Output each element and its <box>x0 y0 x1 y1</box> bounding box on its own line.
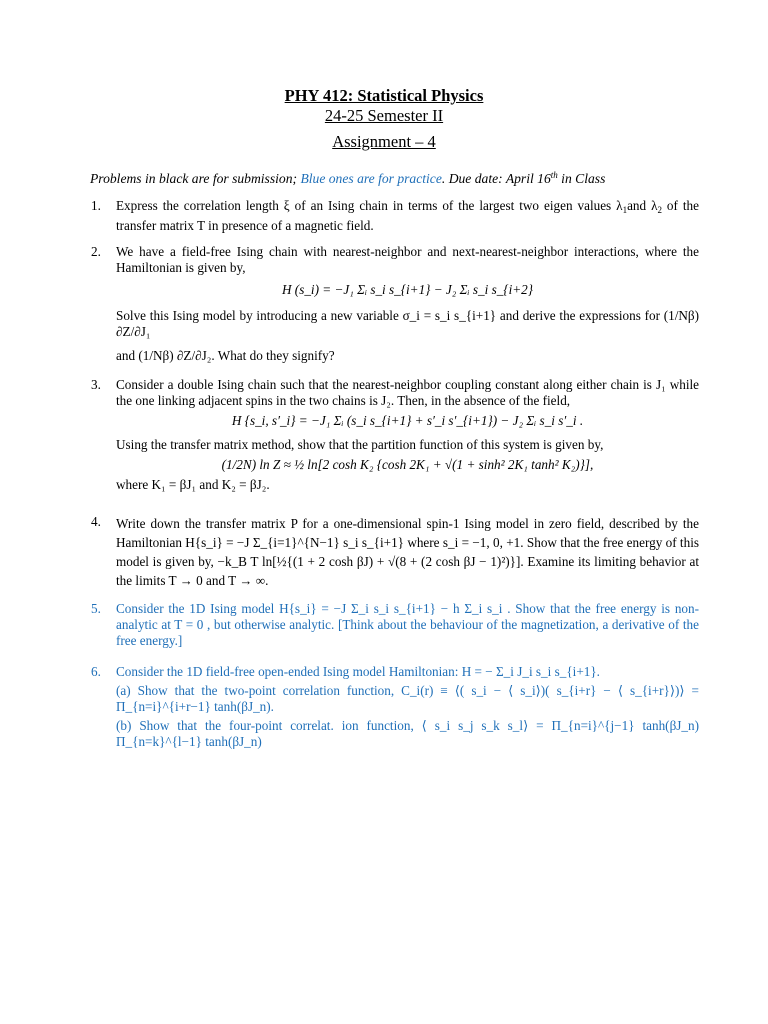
problem-text: We have a field-free Ising chain with nearest-neighbor and next-nearest-neighbor interactions, where the Hamiltonian is given by, <box>116 244 699 275</box>
problem-number: 3. <box>91 377 101 392</box>
problem-number: 2. <box>91 244 101 259</box>
course-title: PHY 412: Statistical Physics <box>284 86 484 105</box>
problem-5 <box>91 601 699 649</box>
instructions-line <box>90 167 690 187</box>
problem-number: 6. <box>91 664 101 679</box>
problem-text-a: Express the correlation length ξ of an Ising chain in terms of the largest two eigen values λ <box>116 198 623 213</box>
problem-text: Consider a double Ising chain such that the nearest-neighbor coupling constant along either chain is J₁ while the one linking adjacent spins in the two chains is J₂. Then, in the absence of the field, <box>116 377 699 408</box>
problem-text: Consider the 1D field-free open-ended Ising model Hamiltonian: H = − Σ_i J_i s_i s_{i+1}. <box>116 664 600 679</box>
problem-text: Using the transfer matrix method, show that the partition function of this system is given by, <box>116 437 604 452</box>
problem-1 <box>91 198 699 234</box>
problem-text-sub2: 2 <box>657 205 662 215</box>
problem-6 <box>91 664 699 750</box>
problem-2 <box>91 244 699 364</box>
problem-text: and (1/Nβ) ∂Z/∂J₂. What do they signify? <box>116 348 335 363</box>
problem-4 <box>91 514 699 590</box>
problem-part-a: (a) Show that the two-point correlation function, C_i(r) ≡ ⟨( s_i − ⟨ s_i⟩)( s_{i+r} − ⟨ s_{i+r}⟩)⟩ = Π_{n=i}^{i+r−1} tanh(βJ_n). <box>116 683 699 714</box>
problem-text-c: and λ <box>627 198 658 213</box>
problem-part-b: (b) Show that the four-point correlat. ion function, ⟨ s_i s_j s_k s_l⟩ = Π_{n=i}^{j−1} tanh(βJ_n) Π_{n=k}^{l−1} tanh(βJ_n) <box>116 718 699 749</box>
problem-text-e: of the transfer matrix T in presence of a magnetic field. <box>116 198 699 233</box>
problem-3 <box>91 377 699 493</box>
due-date: . Due date: April 16 <box>441 171 551 186</box>
semester-title: 24-25 Semester II <box>324 106 444 125</box>
problem-text: where K₁ = βJ₁ and K₂ = βJ₂. <box>116 477 270 492</box>
assignment-title: Assignment – 4 <box>332 132 436 151</box>
problem-text <box>116 198 699 234</box>
problem-text: Consider the 1D Ising model H{s_i} = −J Σ_i s_i s_{i+1} − h Σ_i s_i . Show that the free energy is non-analytic at T = 0 , but otherwise analytic. [Think about the behaviour of the magnetization, a derivative of the free energy.] <box>116 601 699 648</box>
partition-function-equation: (1/2N) ln Z ≈ ½ ln[2 cosh K₂ {cosh 2K₁ + √(1 + sinh² 2K₁ tanh² K₂)}], <box>221 457 594 472</box>
hamiltonian-equation: H {s_i, s′_i} = −J₁ Σᵢ (s_i s_{i+1} + s′_i s′_{i+1}) − J₂ Σᵢ s_i s′_i . <box>231 413 584 428</box>
due-date-end: in Class <box>557 171 606 186</box>
problem-number: 5. <box>91 601 101 616</box>
hamiltonian-equation: H (s_i) = −J₁ Σᵢ s_i s_{i+1} − J₂ Σᵢ s_i s_{i+2} <box>281 282 534 297</box>
due-date-suffix: th <box>550 170 558 180</box>
instructions-blue: Blue ones are for practice <box>300 171 442 186</box>
problem-text: Write down the transfer matrix P for a one-dimensional spin-1 Ising model in zero field, described by the Hamiltonian H{s_i} = −J Σ_{i=1}^{N−1} s_i s_{i+1} where s_i = −1, 0, +1. Show that the free energy of this model is given by, −k_B T ln[½{(1 + 2 cosh βJ) + √(8 + (2 cosh βJ − 1)²)}]. Examine its limiting behavior at the limits T → 0 and T → ∞. <box>116 516 699 588</box>
problem-number: 4. <box>91 514 101 529</box>
problem-text: Solve this Ising model by introducing a new variable σ_i = s_i s_{i+1} and derive the expressions for (1/Nβ) ∂Z/∂J₁ <box>116 308 699 339</box>
problem-number: 1. <box>91 198 101 213</box>
instructions-black: Problems in black are for submission; <box>90 171 301 186</box>
problem-text-sub1: 1 <box>622 205 628 215</box>
